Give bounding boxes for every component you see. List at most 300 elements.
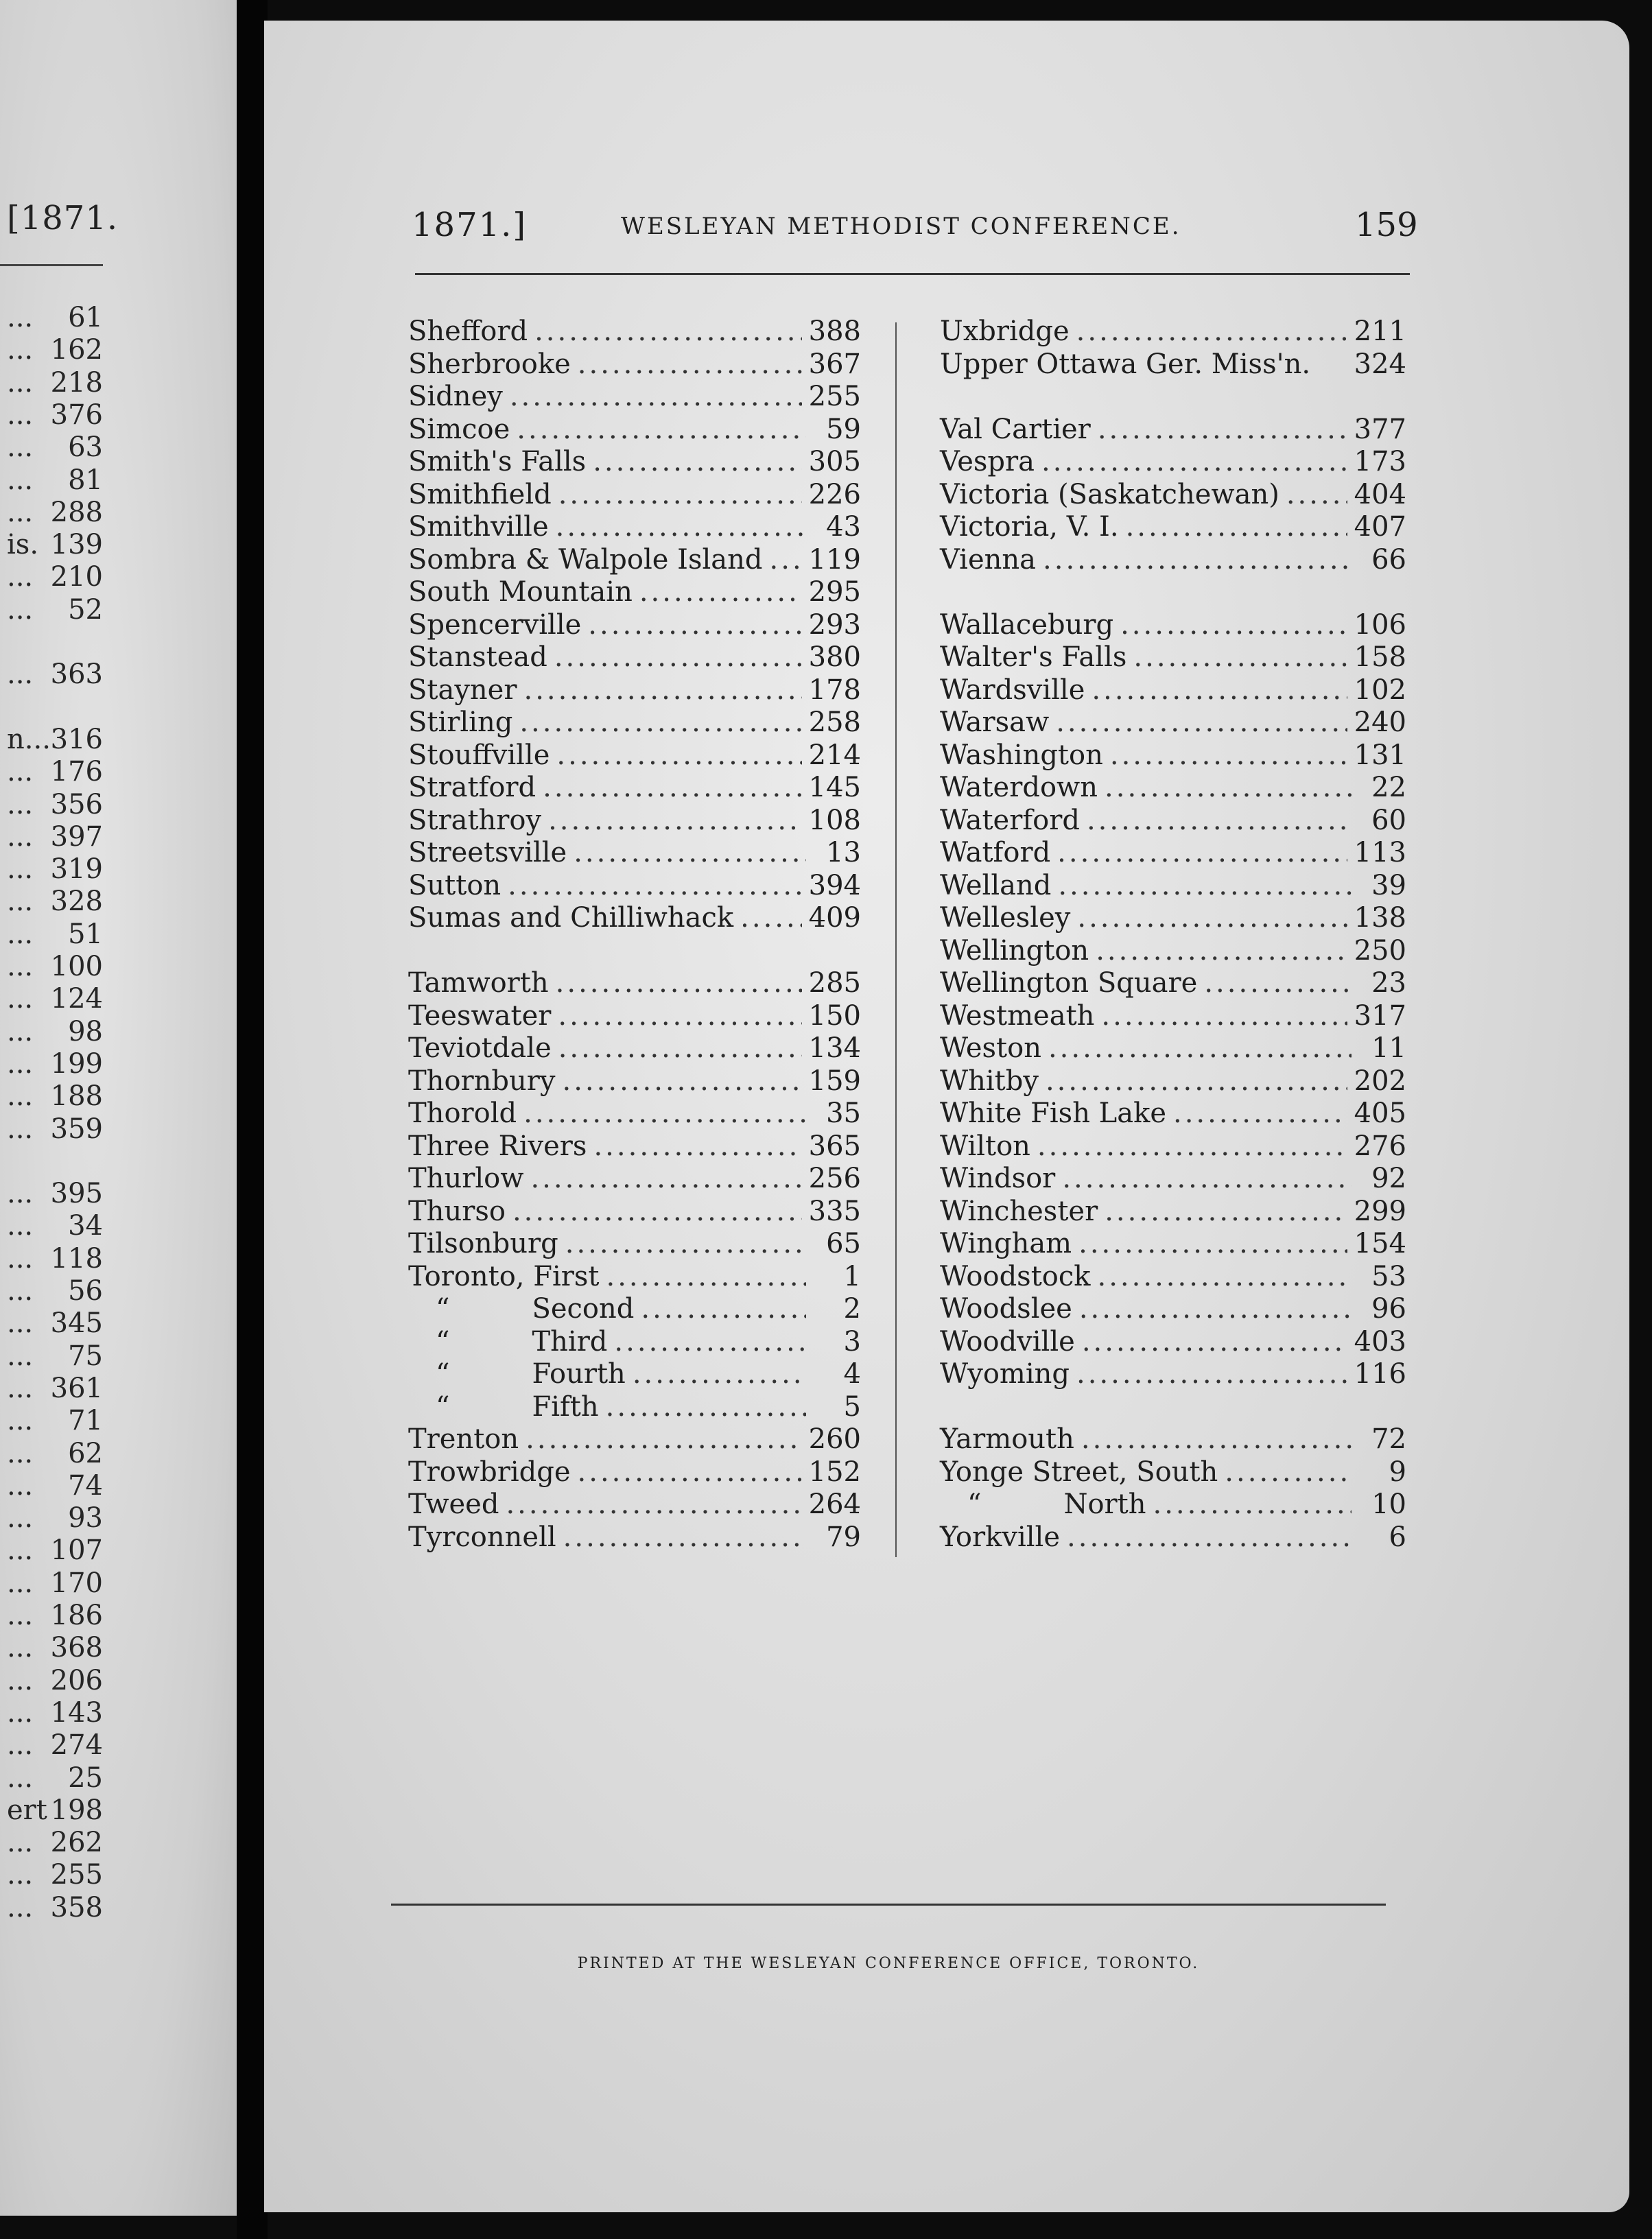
index-entry — [408, 1521, 861, 1554]
left-page-row — [0, 1113, 103, 1145]
left-page-row-fragment: ... — [7, 1664, 34, 1696]
left-page-row — [0, 1146, 103, 1177]
index-entry — [940, 1032, 1406, 1065]
entry-number: 226 — [808, 478, 861, 510]
index-spacer — [940, 576, 1406, 609]
dot-leader — [1096, 935, 1347, 967]
entry-name: Winchester — [940, 1195, 1098, 1227]
dot-leader — [1076, 1358, 1347, 1390]
entry-number: 131 — [1354, 739, 1406, 771]
left-page-row — [0, 594, 103, 626]
dot-leader — [1037, 1130, 1347, 1162]
left-page-row — [0, 334, 103, 366]
entry-number: 106 — [1354, 608, 1406, 641]
index-entry — [940, 837, 1406, 870]
left-page-row-number: 170 — [50, 1567, 103, 1599]
index-entry — [408, 1130, 861, 1163]
left-page-row-fragment: ... — [7, 659, 34, 691]
dot-leader — [517, 414, 806, 445]
dot-leader — [543, 772, 802, 803]
entry-name: Tweed — [408, 1489, 499, 1520]
left-page-row-number: 139 — [50, 529, 103, 561]
left-page-row-number: 358 — [50, 1891, 103, 1923]
index-entry — [408, 1423, 861, 1456]
entry-name: Simcoe — [408, 413, 510, 445]
left-page-row-fragment: n... — [7, 723, 51, 755]
index-entry — [408, 1293, 861, 1326]
entry-number: 154 — [1354, 1228, 1406, 1259]
left-page-row — [0, 1373, 103, 1404]
left-page-row-number: 218 — [50, 366, 103, 399]
index-entry — [408, 1228, 861, 1261]
index-entry — [940, 1196, 1406, 1229]
index-entry — [408, 544, 861, 577]
index-entry — [408, 1196, 861, 1229]
left-page-row — [0, 1210, 103, 1242]
entry-name: Stirling — [408, 707, 513, 738]
index-entry — [940, 1293, 1406, 1326]
left-page-row-fragment: ... — [7, 853, 34, 886]
entry-subname: Fifth — [532, 1390, 599, 1423]
dot-leader — [1120, 609, 1347, 641]
entry-name: Washington — [940, 739, 1103, 771]
dot-leader — [563, 1065, 802, 1097]
left-page-row — [0, 561, 103, 593]
entry-name — [408, 1358, 626, 1390]
entry-name: Trenton — [408, 1423, 519, 1455]
dot-leader — [1286, 479, 1347, 510]
left-page-row-number: 199 — [50, 1047, 103, 1080]
left-page-row-fragment: ... — [7, 1405, 34, 1437]
left-page-row-number: 210 — [50, 561, 103, 593]
entry-number: 260 — [808, 1423, 861, 1455]
left-page-row-number: 274 — [50, 1729, 103, 1762]
entry-number: 258 — [808, 707, 861, 738]
index-entry — [940, 641, 1406, 674]
header-title: WESLEYAN METHODIST CONFERENCE. — [621, 213, 1181, 240]
entry-number: 72 — [1371, 1423, 1406, 1455]
left-page-row-fragment: ... — [7, 756, 34, 788]
left-page-row — [0, 1892, 103, 1923]
entry-subname: Third — [532, 1325, 608, 1358]
left-page-row-number: 328 — [50, 886, 103, 918]
left-page-row — [0, 821, 103, 853]
entry-number: 96 — [1371, 1293, 1406, 1325]
entry-number: 365 — [808, 1130, 861, 1162]
dot-leader — [534, 316, 802, 347]
left-page-row — [0, 919, 103, 950]
dot-leader — [1076, 316, 1347, 347]
index-column-right — [940, 316, 1406, 1554]
dot-leader — [558, 479, 802, 510]
index-entry — [408, 805, 861, 838]
left-page-row-fragment: ... — [7, 1762, 34, 1794]
entry-number: 150 — [808, 999, 861, 1032]
left-page-row — [0, 464, 103, 496]
entry-name: Victoria, V. I. — [940, 511, 1119, 543]
entry-name: Vienna — [940, 543, 1037, 576]
entry-number: 59 — [826, 413, 861, 445]
left-page-row — [0, 1275, 103, 1307]
dot-leader — [506, 1489, 801, 1520]
index-entry — [940, 1000, 1406, 1033]
index-column-left — [408, 316, 861, 1554]
entry-name — [940, 1489, 1146, 1520]
index-entry — [940, 1261, 1406, 1294]
dot-leader — [510, 381, 802, 412]
left-page-row-fragment: ... — [7, 431, 34, 464]
entry-number: 4 — [843, 1358, 861, 1390]
entry-number: 35 — [826, 1098, 861, 1129]
entry-name: Stayner — [408, 674, 517, 706]
left-page-row-number: 25 — [68, 1762, 103, 1794]
left-page-row-number: 74 — [68, 1469, 103, 1502]
entry-name: Streetsville — [408, 837, 567, 868]
header-rule — [415, 273, 1410, 275]
entry-number: 3 — [843, 1325, 861, 1358]
dot-leader — [614, 1326, 806, 1358]
entry-name: Val Cartier — [940, 413, 1091, 445]
left-page-row-number: 176 — [50, 756, 103, 788]
entry-name: Thornbury — [408, 1065, 556, 1097]
entry-name: Yarmouth — [940, 1423, 1074, 1455]
dot-leader — [1079, 1293, 1352, 1325]
left-page-row — [0, 399, 103, 431]
left-page-row — [0, 1794, 103, 1826]
entry-name: Teeswater — [408, 999, 552, 1032]
dot-leader — [578, 348, 802, 380]
entry-name: Weston — [940, 1032, 1041, 1064]
left-page-row — [0, 367, 103, 399]
left-page-row — [0, 724, 103, 755]
index-entry — [408, 1456, 861, 1489]
index-entry — [940, 1456, 1406, 1489]
entry-number: 255 — [808, 381, 861, 412]
left-page-row-fragment: ... — [7, 918, 34, 950]
left-page-row — [0, 659, 103, 690]
entry-name: Welland — [940, 869, 1052, 901]
entry-number: 23 — [1371, 967, 1406, 999]
index-entry — [408, 1326, 861, 1359]
entry-name: Wellington Square — [940, 967, 1198, 999]
left-page-row — [0, 1535, 103, 1566]
entry-number: 173 — [1354, 446, 1406, 477]
dot-leader — [563, 1521, 806, 1553]
dot-leader — [1062, 1163, 1352, 1194]
dot-leader — [1173, 1098, 1347, 1129]
entry-number: 6 — [1389, 1521, 1406, 1553]
entry-name: Spencerville — [408, 608, 582, 641]
index-entry — [408, 316, 861, 348]
dot-leader — [639, 576, 802, 608]
entry-number: 9 — [1389, 1456, 1406, 1488]
entry-number: 335 — [808, 1195, 861, 1227]
entry-name: Stanstead — [408, 641, 547, 673]
entry-number: 5 — [843, 1390, 861, 1423]
left-page-row — [0, 789, 103, 820]
left-page-row-fragment: ... — [7, 1567, 34, 1599]
left-page-row-fragment: ... — [7, 1859, 34, 1891]
entry-number: 256 — [808, 1163, 861, 1194]
left-page-row — [0, 853, 103, 885]
index-entry — [408, 511, 861, 544]
left-page-row-fragment: ... — [7, 1891, 34, 1923]
entry-number: 409 — [808, 902, 861, 934]
index-entry — [940, 316, 1406, 348]
entry-name: Wilton — [940, 1130, 1030, 1162]
entry-name: Tyrconnell — [408, 1521, 556, 1553]
index-entry — [408, 1163, 861, 1196]
index-entry — [940, 479, 1406, 512]
entry-name: Thurlow — [408, 1163, 524, 1194]
left-page-row-fragment: ... — [7, 1600, 34, 1631]
left-page-row-fragment: ... — [7, 496, 34, 528]
index-entry — [408, 674, 861, 707]
dot-leader — [593, 1130, 801, 1162]
dot-leader — [641, 1293, 806, 1325]
entry-number: 403 — [1354, 1325, 1406, 1358]
index-entry — [940, 1098, 1406, 1130]
entry-number: 159 — [808, 1065, 861, 1097]
dot-leader — [1056, 707, 1347, 738]
entry-name: Uxbridge — [940, 316, 1070, 347]
entry-number: 295 — [808, 576, 861, 608]
index-entry — [408, 1065, 861, 1098]
left-page-row — [0, 1697, 103, 1729]
entry-number: 367 — [808, 348, 861, 380]
entry-name: Thorold — [408, 1098, 517, 1129]
left-page-row-fragment: is. — [7, 529, 39, 561]
left-page-row-number: 206 — [50, 1664, 103, 1696]
column-divider — [895, 322, 897, 1557]
left-page-row-fragment: ... — [7, 302, 34, 333]
page-number: 159 — [1355, 206, 1418, 244]
index-entry — [940, 772, 1406, 805]
left-page-row-number: 63 — [68, 431, 103, 464]
entry-name: Woodstock — [940, 1260, 1091, 1292]
left-page-row — [0, 1762, 103, 1794]
index-entry — [940, 609, 1406, 642]
entry-number: 404 — [1354, 478, 1406, 510]
index-entry — [940, 1326, 1406, 1359]
left-page-row-number: 198 — [50, 1794, 103, 1826]
left-page-row — [0, 1470, 103, 1502]
index-entry — [408, 641, 861, 674]
entry-name: Strathroy — [408, 804, 542, 836]
index-entry — [940, 414, 1406, 447]
dot-leader — [1041, 446, 1347, 477]
left-page-row — [0, 1080, 103, 1112]
index-entry — [940, 446, 1406, 479]
left-page-row-fragment: ... — [7, 334, 34, 366]
entry-name: Wellington — [940, 934, 1089, 967]
dot-leader — [556, 739, 801, 771]
entry-subname: Fourth — [532, 1358, 626, 1390]
ditto-mark: “ — [436, 1358, 450, 1390]
dot-leader — [1067, 1521, 1352, 1553]
left-page-row-fragment: ... — [7, 1502, 34, 1535]
dot-leader — [1098, 414, 1347, 445]
dot-leader — [1133, 641, 1347, 673]
index-entry — [940, 967, 1406, 1000]
entry-name: Sutton — [408, 869, 502, 901]
dot-leader — [578, 1456, 802, 1488]
header-year: 1871.] — [412, 206, 528, 244]
entry-name: Upper Ottawa Ger. Miss'n. — [940, 348, 1311, 380]
index-entry — [408, 1000, 861, 1033]
entry-name: Sherbrooke — [408, 348, 571, 380]
dot-leader — [548, 805, 802, 836]
entry-name: Woodslee — [940, 1293, 1072, 1325]
entry-number: 178 — [808, 674, 861, 706]
left-page-row-number: 361 — [50, 1372, 103, 1404]
left-page-row — [0, 886, 103, 917]
left-page-row-number: 143 — [50, 1696, 103, 1729]
left-page-row — [0, 1048, 103, 1080]
left-page-row-fragment: ... — [7, 593, 34, 626]
dot-leader — [1057, 837, 1347, 868]
entry-name: South Mountain — [408, 576, 633, 608]
left-page-row-number: 124 — [50, 983, 103, 1015]
left-page-row — [0, 1827, 103, 1858]
entry-name: Wingham — [940, 1228, 1072, 1259]
left-page-row-number: 186 — [50, 1600, 103, 1631]
left-page-row-number: 345 — [50, 1307, 103, 1340]
entry-name: Walter's Falls — [940, 641, 1127, 673]
entry-number: 388 — [808, 316, 861, 347]
entry-number: 211 — [1354, 316, 1406, 347]
index-entry — [940, 1358, 1406, 1391]
entry-name: Wyoming — [940, 1358, 1070, 1390]
ditto-mark: “ — [436, 1325, 450, 1358]
index-entry — [940, 348, 1406, 381]
dot-leader — [1046, 1065, 1347, 1097]
entry-number: 13 — [826, 837, 861, 868]
left-page-row-number: 100 — [50, 951, 103, 982]
dot-leader — [1153, 1489, 1352, 1520]
dot-leader — [633, 1358, 806, 1390]
left-page-row-fragment: ... — [7, 1307, 34, 1340]
dot-leader — [1105, 1196, 1347, 1227]
entry-number: 285 — [808, 967, 861, 999]
entry-name: Westmeath — [940, 999, 1095, 1032]
dot-leader — [554, 641, 802, 673]
index-entry — [408, 1032, 861, 1065]
left-page-row-fragment: ... — [7, 1827, 34, 1859]
entry-number: 60 — [1371, 804, 1406, 836]
index-entry — [408, 381, 861, 414]
index-entry — [408, 1261, 861, 1294]
entry-name: Watford — [940, 837, 1051, 868]
dot-leader — [1081, 1423, 1352, 1455]
entry-name — [408, 1326, 607, 1358]
left-page-row — [0, 951, 103, 982]
index-entry — [940, 544, 1406, 577]
left-page-row — [0, 1502, 103, 1534]
left-page-row-number: 162 — [50, 334, 103, 366]
left-page-row-fragment: ... — [7, 1632, 34, 1664]
left-page-row-fragment: ... — [7, 1696, 34, 1729]
index-entry — [940, 935, 1406, 968]
footer-rule — [391, 1904, 1386, 1906]
entry-name: Sombra & Walpole Island — [408, 543, 763, 576]
dot-leader — [606, 1261, 806, 1292]
entry-number: 92 — [1371, 1163, 1406, 1194]
left-page-row — [0, 1178, 103, 1209]
left-page-row-fragment: ... — [7, 1113, 34, 1145]
index-entry — [940, 674, 1406, 707]
entry-number: 22 — [1371, 772, 1406, 803]
dot-leader — [1126, 511, 1347, 543]
left-page-row-fragment: ... — [7, 1340, 34, 1372]
dot-leader — [1058, 870, 1352, 901]
entry-name: Waterford — [940, 804, 1080, 836]
dot-leader — [1225, 1456, 1352, 1488]
dot-leader — [1077, 902, 1347, 934]
left-page-fragment — [0, 0, 237, 2216]
left-page-row-number: 107 — [50, 1535, 103, 1567]
dot-leader — [508, 870, 801, 901]
left-page-row — [0, 1340, 103, 1372]
dot-leader — [770, 544, 802, 576]
entry-number: 134 — [808, 1032, 861, 1064]
index-entry — [408, 739, 861, 772]
index-spacer — [940, 1391, 1406, 1424]
dot-leader — [519, 707, 801, 738]
dot-leader — [1087, 805, 1352, 836]
left-page-row-number: 52 — [68, 593, 103, 626]
left-page-row — [0, 756, 103, 787]
left-page-row-fragment: ... — [7, 366, 34, 399]
left-page-row-number: 81 — [68, 464, 103, 496]
entry-number: 39 — [1371, 869, 1406, 901]
entry-number: 43 — [826, 511, 861, 543]
left-page-row — [0, 691, 103, 723]
left-page-row-number: 188 — [50, 1080, 103, 1113]
entry-number: 250 — [1354, 934, 1406, 967]
left-page-row-number: 61 — [68, 302, 103, 333]
entry-number: 65 — [826, 1228, 861, 1259]
index-entry — [408, 870, 861, 903]
dot-leader — [1043, 544, 1352, 576]
ditto-mark: “ — [436, 1390, 450, 1423]
left-page-row — [0, 1600, 103, 1631]
left-page-row-fragment: ... — [7, 1437, 34, 1469]
dot-leader — [1098, 1261, 1352, 1292]
left-page-row-number: 56 — [68, 1275, 103, 1307]
dot-leader — [556, 967, 802, 999]
entry-number: 380 — [808, 641, 861, 673]
index-entry — [408, 576, 861, 609]
index-entry — [408, 479, 861, 512]
entry-name — [408, 1293, 634, 1325]
left-page-row — [0, 1632, 103, 1663]
dot-leader — [523, 1098, 806, 1129]
dot-leader — [512, 1196, 802, 1227]
left-page-row-fragment: ... — [7, 1469, 34, 1502]
left-page-row — [0, 1665, 103, 1696]
entry-number: 152 — [808, 1456, 861, 1488]
entry-number: 11 — [1371, 1032, 1406, 1064]
left-page-row-number: 363 — [50, 659, 103, 691]
left-page-row-fragment: ... — [7, 399, 34, 431]
left-page-row-fragment: ... — [7, 886, 34, 918]
dot-leader — [1078, 1228, 1347, 1259]
dot-leader — [1092, 674, 1347, 706]
index-entry — [940, 1163, 1406, 1196]
entry-name: Vespra — [940, 446, 1035, 477]
entry-name: Woodville — [940, 1325, 1075, 1358]
